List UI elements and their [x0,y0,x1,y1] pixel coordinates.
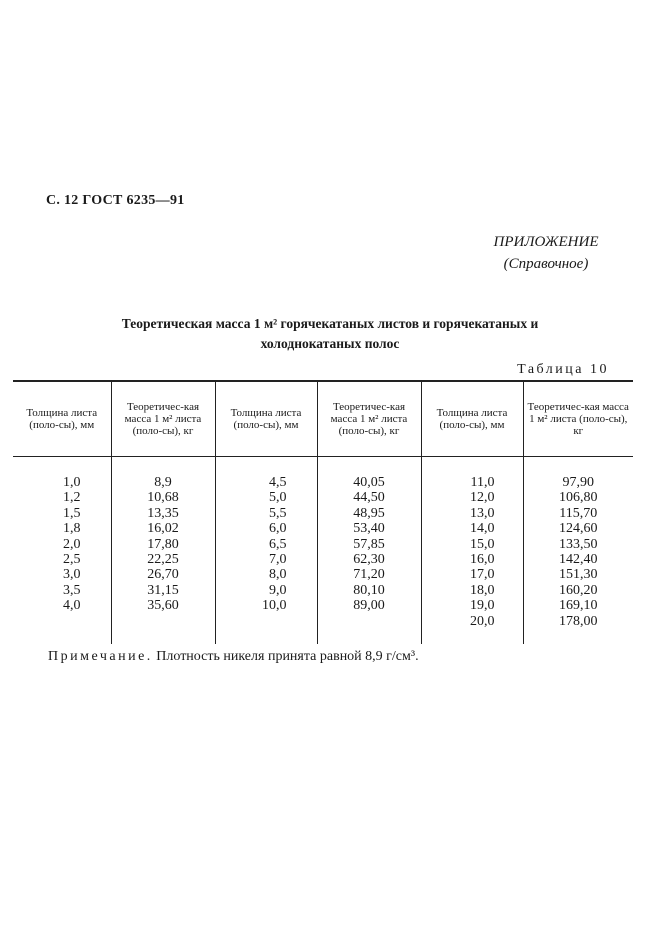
mass-table [13,380,633,644]
table-cell: 11,0 [470,475,495,490]
column-thickness-1 [13,457,111,614]
table-cell: 71,20 [353,567,385,583]
table-cell: 10,0 [262,598,287,614]
table-cell: 53,40 [353,521,385,537]
table-cell: 15,0 [470,536,495,552]
table-cell: 40,05 [353,475,385,490]
table-cell: 12,0 [470,490,495,506]
table-body-row [13,457,633,645]
table-cell: 7,0 [269,551,287,567]
table-cell: 3,5 [63,582,81,598]
column-mass-2 [318,457,421,614]
table-cell: 1,2 [63,490,81,506]
table-cell: 4,5 [269,475,287,490]
table-cell: 2,0 [63,536,81,552]
table-cell: 9,0 [269,582,287,598]
table-note [48,649,419,665]
table-cell: 13,35 [147,505,179,521]
table-cell: 6,0 [269,521,287,537]
document-title [40,314,620,354]
column-cell [111,457,215,645]
table-cell: 10,68 [147,490,179,506]
note-text: Плотность никеля принята равной 8,9 г/см³. [156,649,419,664]
table-cell: 17,0 [470,567,495,583]
table-cell: 48,95 [353,505,385,521]
table-cell: 133,50 [559,536,598,552]
table-cell: 8,0 [269,567,287,583]
table-cell: 35,60 [147,598,179,614]
column-thickness-3 [422,457,523,629]
table-cell: 1,5 [63,505,81,521]
table-cell: 18,0 [470,582,495,598]
table-cell: 178,00 [559,613,598,629]
page-header: С. 12 ГОСТ 6235—91 [46,193,185,208]
header-thickness-1: Толщина листа (поло-сы), мм [13,381,111,457]
table-cell: 31,15 [147,582,179,598]
header-mass-1: Теоретичес-кая масса 1 м² листа (поло-сы), кг [111,381,215,457]
table-cell: 22,25 [147,551,179,567]
column-cell [523,457,633,645]
appendix-title: ПРИЛОЖЕНИЕ [493,234,599,250]
table-cell: 3,0 [63,567,81,583]
table-cell: 16,0 [470,551,495,567]
table-cell: 5,0 [269,490,287,506]
table-cell: 13,0 [470,505,495,521]
table-cell: 169,10 [559,598,598,614]
column-thickness-2 [216,457,317,614]
table-cell: 160,20 [559,582,598,598]
title-line-2: холоднокатаных полос [260,336,400,351]
table-cell: 89,00 [353,598,385,614]
table-cell: 19,0 [470,598,495,614]
header-mass-3: Теоретичес-кая масса 1 м² листа (поло-сы), кг [523,381,633,457]
table-cell: 14,0 [470,521,495,537]
header-mass-2: Теоретичес-кая масса 1 м² листа (поло-сы), кг [317,381,421,457]
table-cell: 62,30 [353,551,385,567]
table-cell: 17,80 [147,536,179,552]
header-thickness-3: Толщина листа (поло-сы), мм [421,381,523,457]
table-cell: 8,9 [154,475,172,490]
table-cell: 57,85 [353,536,385,552]
table-cell: 20,0 [470,613,495,629]
table-cell: 44,50 [353,490,385,506]
table-cell: 1,8 [63,521,81,537]
table-label: Таблица 10 [517,362,609,377]
table-cell: 2,5 [63,551,81,567]
table-cell: 142,40 [559,551,598,567]
table-cell: 16,02 [147,521,179,537]
column-cell [421,457,523,645]
column-cell [13,457,111,645]
table-cell: 124,60 [559,521,598,537]
table-cell: 80,10 [353,582,385,598]
table-cell: 97,90 [562,475,594,490]
table-cell: 26,70 [147,567,179,583]
table-cell: 6,5 [269,536,287,552]
column-mass-1 [112,457,215,614]
appendix-subtitle: (Справочное) [503,256,589,272]
table-cell: 106,80 [559,490,598,506]
note-label: Примечание. [48,649,153,664]
appendix-block [481,231,611,275]
header-thickness-2: Толщина листа (поло-сы), мм [215,381,317,457]
table-cell: 5,5 [269,505,287,521]
title-line-1: Теоретическая масса 1 м² горячекатаных листов и горячекатаных и [121,316,539,331]
table-cell: 115,70 [559,505,598,521]
column-cell [215,457,317,645]
table-header-row [13,381,633,457]
column-cell [317,457,421,645]
column-mass-3 [524,457,634,629]
table-cell: 1,0 [63,475,81,490]
table-cell: 4,0 [63,598,81,614]
table-cell: 151,30 [559,567,598,583]
